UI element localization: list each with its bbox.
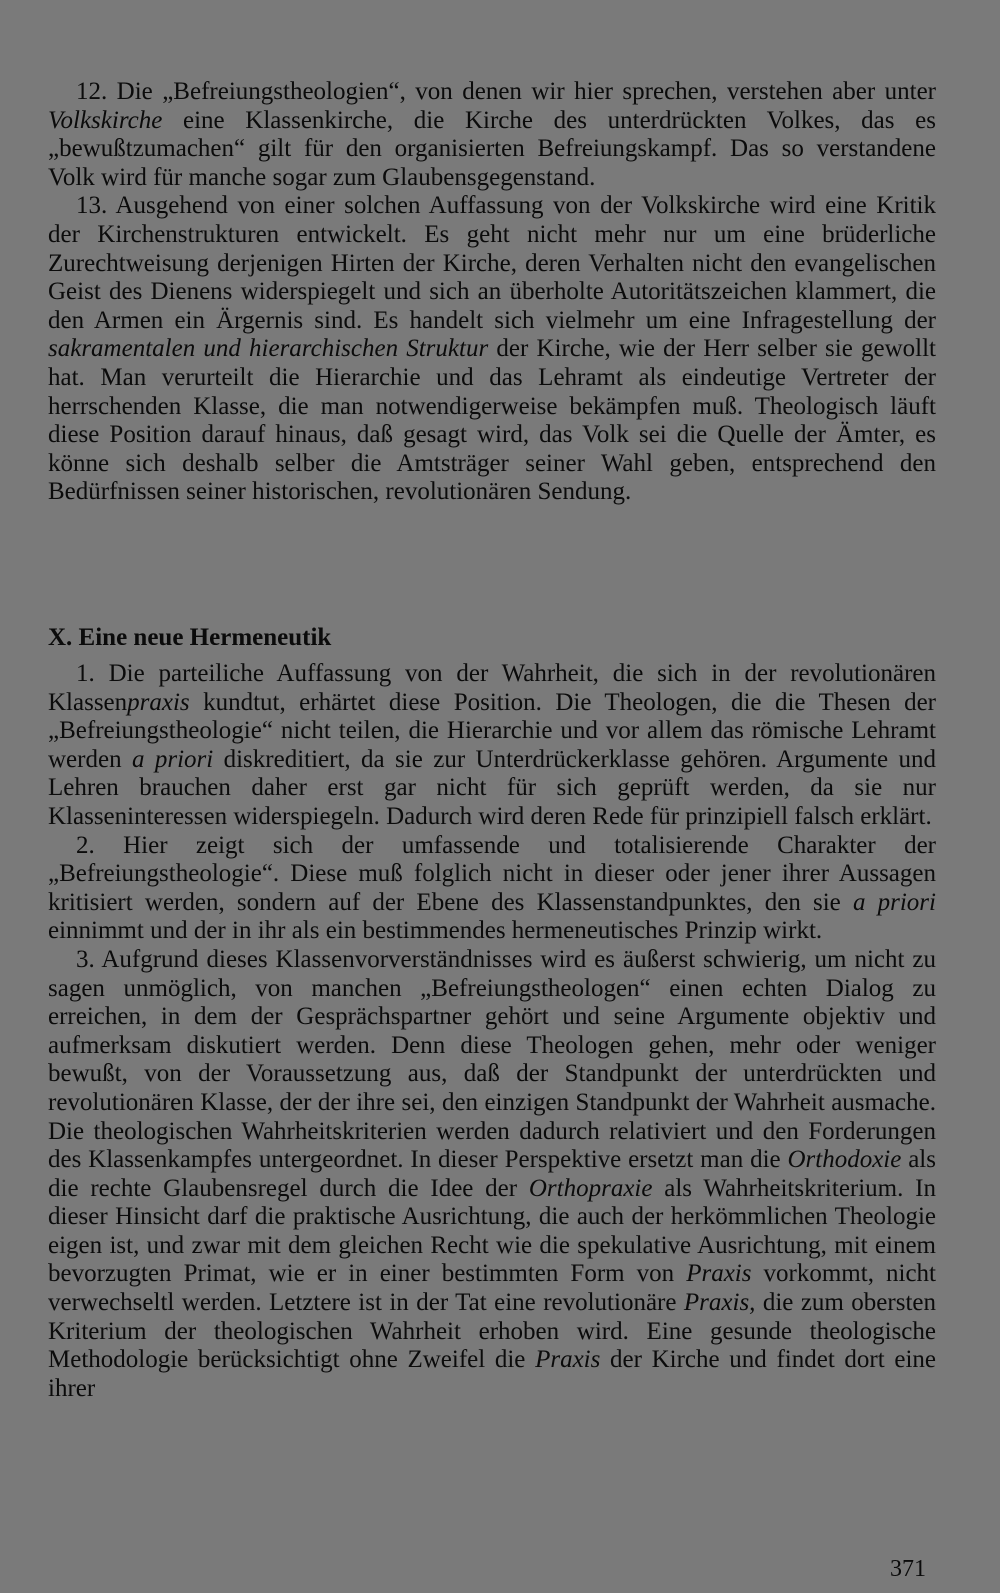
italic-phrase: Volkskirche — [48, 106, 163, 134]
italic-phrase: a priori — [131, 745, 214, 773]
text-run: vorkommt, nicht verwechseltl werden. Letztere ist in der Tat eine revolutionäre — [48, 1260, 936, 1317]
text-run: der Kirche und findet dort eine ihrer — [48, 1346, 936, 1402]
text-run: der Kirche, wie der Herr selber sie gewollt hat. Man verurteilt die Hierarchie und das Lehramt als eindeutige Vertreter der herrschenden Klasse, die man notwendigerweise bekämpfen muß. Theologisch läuft diese Position darauf hinaus, daß gesagt wird, das Volk sei die Quelle der Ämter, es könne sich deshalb selber die Amtsträger seiner Wahl geben, entsprechend den Bedürfnissen seiner historischen, revolutionären Sendung. — [48, 335, 936, 506]
text-run: als Wahrheitskriterium. In dieser Hinsicht darf die praktische Ausrichtung, die auch der herkömmlichen Theologie eigen ist, und zwar mit dem gleichen Recht wie die spekulative Ausrichtung, mit einem bevorzugten Primat, wie er in einer bestimmten Form von — [48, 1174, 936, 1288]
paragraph-3 — [48, 946, 936, 1404]
paragraph-1 — [48, 660, 936, 832]
paragraph-13 — [48, 192, 936, 507]
italic-phrase: Orthodoxie — [787, 1146, 902, 1174]
italic-phrase: a priori — [852, 888, 936, 916]
section-x-body — [48, 660, 936, 1403]
text-run: kundtut, erhärtet diese Position. Die Theologen, die die Thesen der „Befreiungstheologie“ nicht teilen, die Hierarchie und vor allem das römische Lehramt werden — [48, 688, 936, 773]
text-run: 2. Hier zeigt sich der umfassende und totalisierende Charakter der „Befreiungstheologie“. Diese muß folglich nicht in dieser oder jener ihrer Aussagen kritisiert werden, sondern auf der Ebene des Klassenstandpunktes, den sie — [48, 831, 936, 916]
italic-phrase: praxis — [127, 688, 190, 716]
text-run: eine Klassenkirche, die Kirche des unterdrückten Volkes, das es „bewußtzumachen“ gilt für den organisierten Befreiungskampf. Das so verstandene Volk wird für manche sogar zum Glaubensgegenstand. — [48, 106, 936, 191]
text-run: einnimmt und der in ihr als ein bestimmendes hermeneutisches Prinzip wirkt. — [48, 917, 823, 945]
paragraph-12 — [48, 78, 936, 192]
text-run: 13. Ausgehend von einer solchen Auffassung von der Volkskirche wird eine Kritik der Kirchenstrukturen entwickelt. Es geht nicht mehr nur um eine brüderliche Zurechtweisung derjenigen Hirten der Kirche, deren Verhalten nicht den evangelischen Geist des Dienens widerspiegelt und sich an überholte Autoritätszeichen klammert, die den Armen ein Ärgernis sind. Es handelt sich vielmehr um eine Infragestellung der — [48, 192, 936, 334]
italic-phrase: Praxis — [535, 1346, 601, 1374]
italic-phrase: Praxis — [686, 1260, 752, 1288]
text-run: diskreditiert, da sie zur Unterdrückerklasse gehören. Argumente und Lehren brauchen daher erst gar nicht für sich geprüft werden, da sie nur Klasseninteressen widerspiegeln. Dadurch wird deren Rede für prinzipiell falsch erklärt. — [48, 745, 936, 830]
text-run: 1. Die parteiliche Auffassung von der Wahrheit, die sich in der revolutionären Klassen — [48, 660, 936, 716]
text-run: als die rechte Glaubensregel durch die Idee der — [48, 1146, 936, 1202]
section-ix-continuation — [48, 78, 936, 507]
text-run: 3. Aufgrund dieses Klassenvorverständnisses wird es äußerst schwierig, um nicht zu sagen unmöglich, von manchen „Befreiungstheologen“ einen echten Dialog zu erreichen, in dem der Gesprächspartner gehört und seine Argumente objektiv und aufmerksam diskutiert werden. Denn diese Theologen gehen, mehr oder weniger bewußt, von der Voraussetzung aus, daß der Standpunkt der unterdrückten und revolutionären Klasse, der der ihre sei, den einzigen Standpunkt der Wahrheit ausmache. Die theologischen Wahrheitskriterien werden dadurch relativiert und den Forderungen des Klassenkampfes untergeordnet. In dieser Perspektive ersetzt man die — [48, 945, 936, 1174]
text-run: 12. Die „Befreiungstheologien“, von denen wir hier sprechen, verstehen aber unter — [76, 78, 936, 105]
italic-phrase: sakramentalen und hierarchischen Struktur — [48, 335, 489, 363]
italic-phrase: Praxis, — [683, 1289, 756, 1317]
section-heading: X. Eine neue Hermeneutik — [48, 624, 332, 651]
italic-phrase: Orthopraxie — [528, 1174, 653, 1202]
page-number: 371 — [890, 1556, 926, 1582]
paragraph-2 — [48, 832, 936, 946]
text-run: die zum obersten Kriterium der theologischen Wahrheit erhoben wird. Eine gesunde theologische Methodologie berücksichtigt ohne Zweifel die — [48, 1289, 936, 1374]
